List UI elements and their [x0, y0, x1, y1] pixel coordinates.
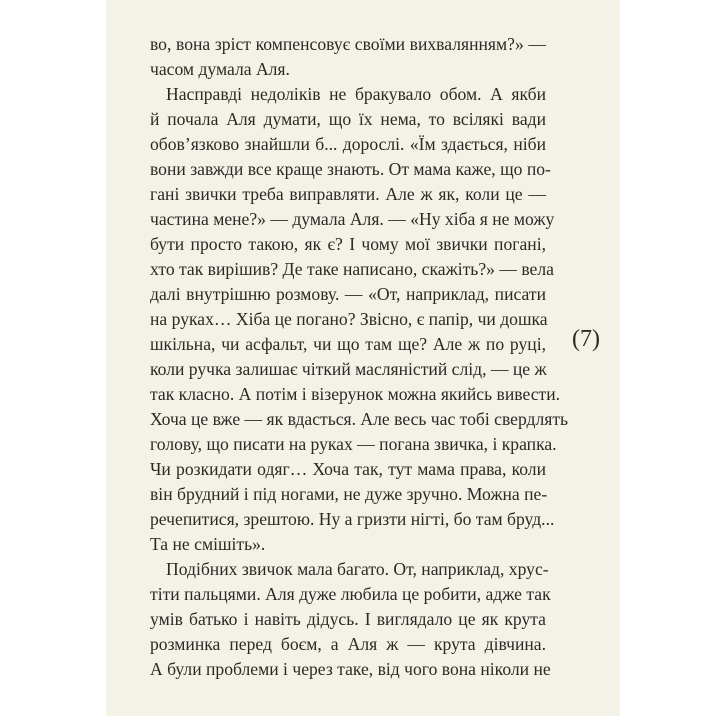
text-line: хто так вирішив? Де таке написано, скажіть?» — вела	[150, 259, 554, 279]
text-line: на руках… Хіба це погано? Звісно, є папір, чи дошка	[150, 309, 548, 329]
text-line: часом думала Аля.	[150, 59, 290, 79]
text-line: вони завжди все краще знають. От мама каже, що по-	[150, 159, 551, 179]
text-line: бути просто такою, як є? І чому мої звички погані,	[150, 234, 546, 254]
text-line: Подібних звичок мала багато. От, наприклад, хрус-	[166, 559, 549, 579]
text-line: речепитися, зрештою. Ну а гризти нігті, бо там бруд...	[150, 509, 555, 529]
text-line: тіти пальцями. Аля дуже любила це робити, адже так	[150, 584, 551, 604]
text-line: частина мене?» — думала Аля. — «Ну хіба я не можу	[150, 209, 555, 229]
text-line: шкільна, чи асфальт, чи що там ще? Але ж по руці,	[150, 334, 546, 354]
text-line: так класно. А потім і візерунок можна якийсь вивести.	[150, 384, 561, 404]
text-line: Насправді недоліків не бракувало обом. А якби	[166, 84, 546, 104]
text-line: Та не смішіть».	[150, 534, 266, 554]
page-number: (7)	[572, 326, 600, 352]
text-line: А були проблеми і через таке, від чого вона ніколи не	[150, 659, 551, 679]
text-line: розминка перед боєм, а Аля ж — крута дівчина.	[150, 634, 546, 654]
text-line: він брудний і під ногами, не дуже зручно. Можна пе-	[150, 484, 548, 504]
text-line: коли ручка залишає чіткий масляністий слід, — це ж	[150, 359, 547, 379]
text-line: далі внутрішню розмову. — «От, наприклад, писати	[150, 284, 546, 304]
text-line: умів батько і навіть дідусь. І виглядало це як крута	[150, 609, 546, 629]
text-line: Хоча це вже — як вдасться. Але весь час тобі свердлять	[150, 409, 569, 429]
text-line: во, вона зріст компенсовує своїми вихвалянням?» —	[150, 34, 546, 54]
text-line: й почала Аля думати, що їх нема, то всілякі вади	[150, 109, 546, 129]
book-page	[106, 0, 620, 716]
text-line: обов’язково знайшли б... дорослі. «Їм здається, ніби	[150, 134, 546, 154]
text-line: голову, що писати на руках — погана звичка, і крапка.	[150, 434, 557, 454]
text-line: Чи розкидати одяг… Хоча так, тут мама права, коли	[150, 459, 546, 479]
page-body-text	[150, 32, 569, 682]
text-line: гані звички треба виправляти. Але ж як, коли це —	[150, 184, 546, 204]
